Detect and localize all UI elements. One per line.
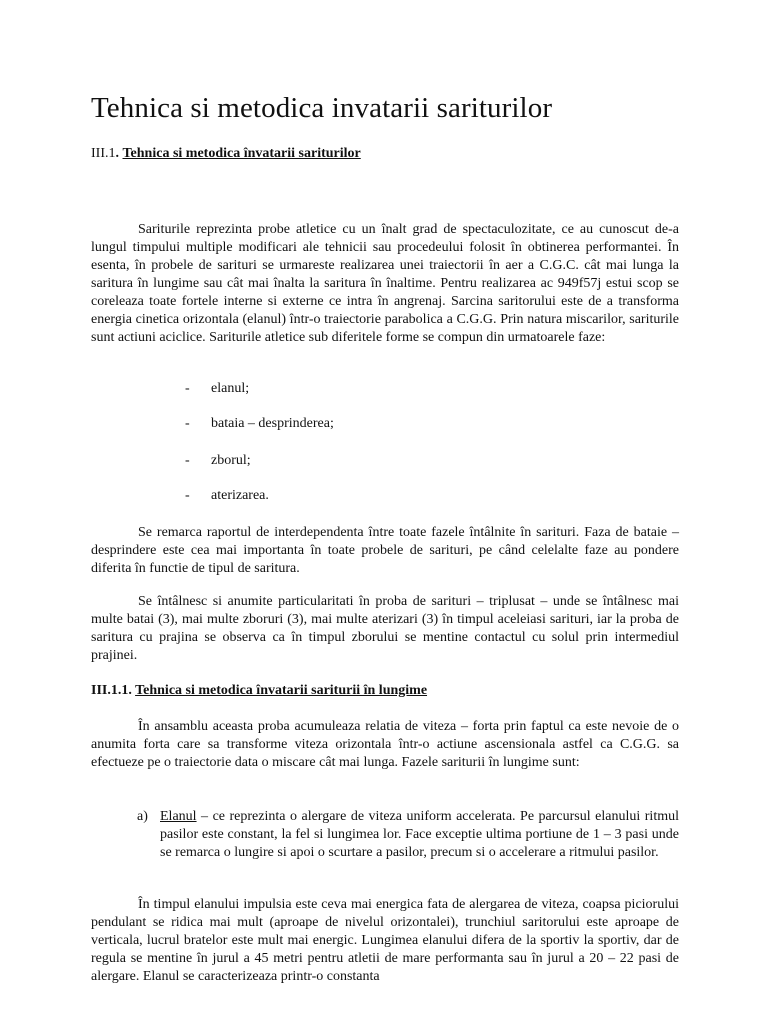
interdependence-paragraph: Se remarca raportul de interdependenta între toate fazele întâlnite în sarituri. Faza de bataie – desprindere este cea mai importanta în toate probele de sarituri, pe când celelalte faze au pondere diferita în functie de tipul de saritura. <box>91 525 679 576</box>
run-up-paragraph: În timpul elanului impulsia este ceva mai energica fata de alergarea de viteza, coapsa piciorului pendulant se ridica mai mult (aproape de nivelul orizontalei), trunchiul saritorului este aproape de verticala, lucrul bratelor este mult mai energic. Lungimea elanului difera de la sportiv la sportiv, dar de regula se mentine în jurul a 45 metri pentru atletii de mare performanta sau în jurul a 20 – 22 pasi de alergare. Elanul se caracterizeaza printr-o constanta <box>91 897 679 984</box>
list-dash: - <box>185 381 190 396</box>
list-item-text: elanul; <box>211 381 250 396</box>
run-up-paragraph-block <box>91 896 679 986</box>
list-item-text: bataia – desprinderea; <box>211 416 334 431</box>
intro-paragraph: Sariturile reprezinta probe atletice cu un înalt grad de spectaculozitate, ce au cunoscut de-a lungul timpului multiple modificari ale tehnicii sau procedeului folosit în obtinerea performantei. În esenta, în probele de sarituri se urmareste realizarea unei traiectorii în aer a C.G.C. cât mai lunga la saritura în lungime sau cât mai înalta la saritura în înaltime. Pentru realizarea ac 949f57j estui scop se coreleaza toate fortele interne si externe ce intra în angrenaj. Sarcina saritorului este de a transforma energia cinetica orizontala (elanul) într-o traiectorie parabolica a C.G.G. Prin natura miscarilor, sariturile sunt actiuni aciclice. Sariturile atletice sub diferitele forme se compun din urmatoarele faze: <box>91 222 679 345</box>
phase-item-label: a) <box>137 809 148 824</box>
chapter-number: III.1 <box>91 146 116 161</box>
particularities-paragraph: Se întâlnesc si anumite particularitati în proba de sarituri – triplusat – unde se întâlnesc mai multe batai (3), mai multe zboruri (3), mai multe aterizari (3) în timpul aceleiasi sarituri, iar la proba de saritura cu prajina se observa ca în timpul zborului se mentine contactul cu solul prin intermediul prajinei. <box>91 594 679 663</box>
interdependence-paragraph-block <box>91 524 679 578</box>
section-heading <box>91 683 427 699</box>
document-title: Tehnica si metodica invatarii sariturilor <box>91 92 553 124</box>
phase-item-description: – ce reprezinta o alergare de viteza uniform accelerata. Pe parcursul elanului ritmul pasilor este constant, la fel si lungimea lor. Face exceptie ultima portiune de 1 – 3 pasi unde se remarca o lungire si apoi o scurtare a pasilor, precum si o accelerare a ritmului pasilor. <box>160 809 679 860</box>
phase-item-text <box>160 808 679 862</box>
chapter-heading <box>91 146 361 162</box>
list-dash: - <box>185 416 190 431</box>
long-jump-paragraph-block <box>91 718 679 772</box>
list-item-text: aterizarea. <box>211 488 269 503</box>
section-number: III.1.1. <box>91 683 136 698</box>
long-jump-paragraph: În ansamblu aceasta proba acumuleaza relatia de viteza – forta prin faptul ca este nevoie de o anumita forta care sa transforme viteza orizontala într-o actiune ascensionala astfel ca C.G.G. sa efectueze pe o traiectorie data o miscare cât mai lunga. Fazele sariturii în lungime sunt: <box>91 719 679 770</box>
intro-paragraph-block <box>91 221 679 347</box>
chapter-heading-text: Tehnica si metodica învatarii sariturilor <box>122 146 361 161</box>
list-dash: - <box>185 453 190 468</box>
phase-item-term: Elanul <box>160 809 197 824</box>
list-item-text: zborul; <box>211 453 251 468</box>
section-heading-text: Tehnica si metodica învatarii sariturii în lungime <box>135 683 428 698</box>
list-dash: - <box>185 488 190 503</box>
particularities-paragraph-block <box>91 593 679 665</box>
chapter-number-dot: . <box>115 146 119 161</box>
